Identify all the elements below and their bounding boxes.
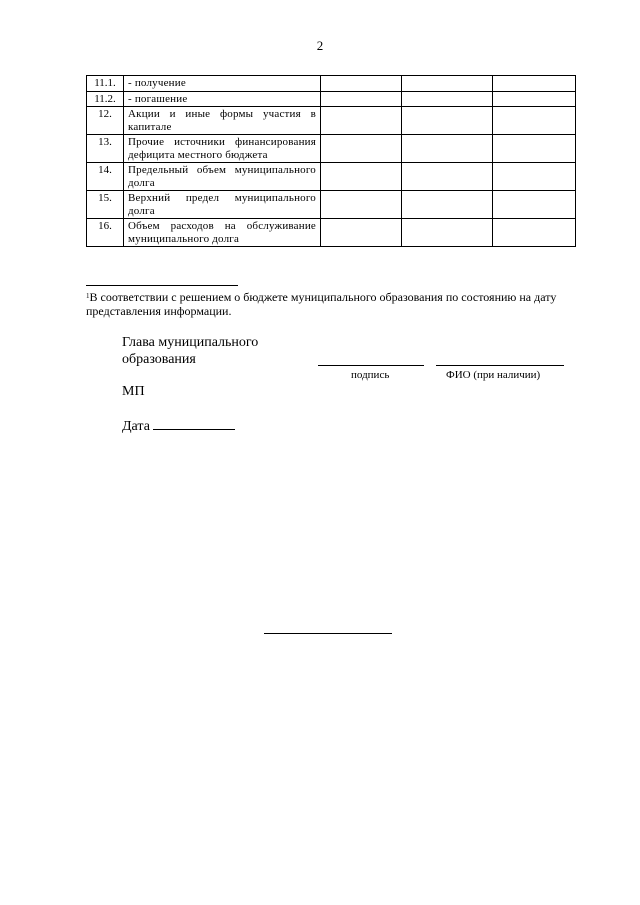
row-number: 11.1. [87, 76, 124, 92]
debt-table [86, 75, 576, 247]
table-row [87, 91, 576, 107]
date-field [122, 417, 235, 435]
value-cell-3 [493, 135, 576, 163]
value-cell-1 [321, 107, 402, 135]
row-number: 12. [87, 107, 124, 135]
table-row [87, 219, 576, 247]
stamp-placeholder: МП [122, 384, 145, 399]
row-number: 16. [87, 219, 124, 247]
page-number: 2 [316, 38, 324, 53]
row-label: Предельный объем муниципального долга [124, 163, 321, 191]
footnote-marker: 1 [86, 292, 90, 300]
debt-table-body [87, 76, 576, 247]
row-label: Акции и иные формы участия в капитале [124, 107, 321, 135]
table-row [87, 191, 576, 219]
value-cell-2 [402, 107, 493, 135]
row-number: 15. [87, 191, 124, 219]
signatory-title-line2: образования [122, 352, 196, 367]
date-month-line [197, 417, 235, 430]
value-cell-1 [321, 163, 402, 191]
signatory-title-line1: Глава муниципального [122, 335, 259, 350]
end-separator [264, 633, 392, 634]
table-row [87, 135, 576, 163]
signature-caption: подпись [351, 369, 390, 381]
value-cell-2 [402, 219, 493, 247]
value-cell-3 [493, 91, 576, 107]
value-cell-1 [321, 191, 402, 219]
signature-line [318, 365, 424, 366]
table-row [87, 163, 576, 191]
name-caption: ФИО (при наличии) [446, 369, 541, 381]
value-cell-2 [402, 76, 493, 92]
value-cell-3 [493, 191, 576, 219]
signatory-title [122, 334, 258, 368]
row-number: 13. [87, 135, 124, 163]
value-cell-3 [493, 163, 576, 191]
table-row [87, 76, 576, 92]
value-cell-1 [321, 135, 402, 163]
value-cell-2 [402, 191, 493, 219]
date-label: Дата [122, 419, 150, 434]
row-number: 11.2. [87, 91, 124, 107]
footnote-text: В соответствии с решением о бюджете муниципального образования по состоянию на дату представления информации. [86, 290, 557, 318]
name-line [436, 365, 564, 366]
date-day-line [153, 417, 197, 430]
footnote-separator [86, 285, 238, 286]
value-cell-1 [321, 219, 402, 247]
row-label: Объем расходов на обслуживание муниципального долга [124, 219, 321, 247]
value-cell-2 [402, 163, 493, 191]
value-cell-2 [402, 91, 493, 107]
row-label: Верхний предел муниципального долга [124, 191, 321, 219]
table-row [87, 107, 576, 135]
value-cell-3 [493, 76, 576, 92]
value-cell-1 [321, 76, 402, 92]
row-number: 14. [87, 163, 124, 191]
value-cell-3 [493, 219, 576, 247]
value-cell-3 [493, 107, 576, 135]
row-label: - получение [124, 76, 321, 92]
row-label: - погашение [124, 91, 321, 107]
row-label: Прочие источники финансирования дефицита местного бюджета [124, 135, 321, 163]
value-cell-1 [321, 91, 402, 107]
value-cell-2 [402, 135, 493, 163]
footnote [86, 290, 576, 318]
